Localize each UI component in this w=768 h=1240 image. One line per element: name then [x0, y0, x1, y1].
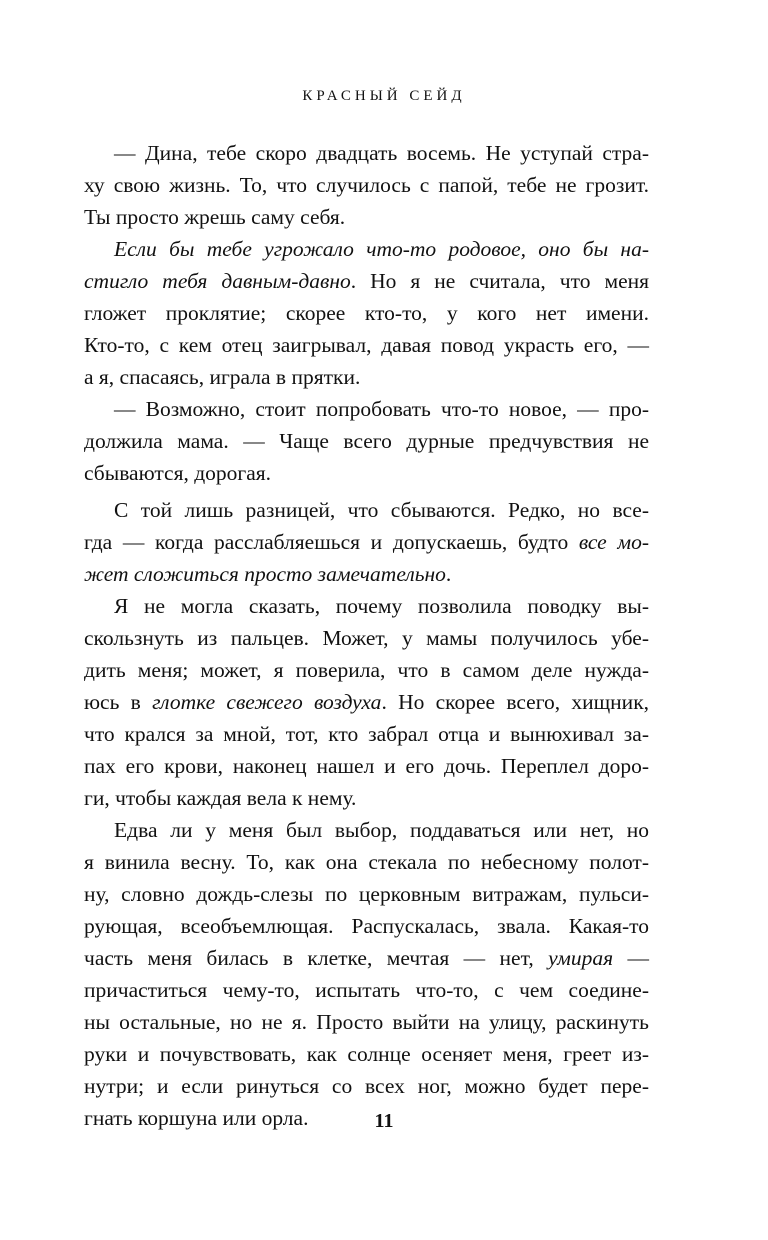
paragraph	[84, 590, 649, 814]
text-line: Ты просто жрешь саму себя.	[84, 205, 346, 229]
text-line: гложет проклятие; скорее кто-то, у кого нет имени.	[84, 301, 649, 325]
text-line: причаститься чему-то, испытать что-то, с чем соедине-	[84, 978, 649, 1002]
text-segment: .	[445, 562, 452, 586]
text-line: пах его крови, наконец нашел и его дочь. Переплел доро-	[84, 754, 649, 778]
italic-segment: глотке свежего воздуха	[152, 690, 382, 714]
text-line	[84, 265, 649, 297]
paragraph	[84, 137, 649, 233]
text-segment: . Но я не считала, что меня	[350, 269, 650, 293]
italic-segment: все мо-	[578, 530, 650, 554]
text-line: Я не могла сказать, почему позволила поводку вы-	[114, 594, 649, 618]
paragraph	[84, 393, 649, 489]
text-line	[84, 558, 649, 590]
italic-segment: жет сложиться просто замечательно	[84, 562, 446, 586]
text-line: Едва ли у меня был выбор, поддаваться или нет, но	[114, 818, 649, 842]
italic-segment: Если бы тебе угрожало что-то родовое, оно бы на-	[114, 237, 649, 261]
text-line: ги, чтобы каждая вела к нему.	[84, 786, 357, 810]
text-line: рующая, всеобъемлющая. Распускалась, звала. Какая-то	[84, 914, 649, 938]
text-line: ху свою жизнь. То, что случилось с папой, тебе не грозит.	[84, 173, 649, 197]
text-segment: гда — когда расслабляешься и допускаешь, будто	[84, 530, 579, 554]
text-line	[84, 942, 649, 974]
text-line: что крался за мной, тот, кто забрал отца и вынюхивал за-	[84, 722, 649, 746]
text-line	[84, 686, 649, 718]
running-title: КРАСНЫЙ СЕЙД	[302, 88, 466, 104]
text-line	[84, 526, 649, 558]
italic-segment: стигло тебя давным-давно	[84, 269, 351, 293]
text-line: руки и почувствовать, как солнце осеняет меня, греет из-	[84, 1042, 649, 1066]
text-segment: часть меня билась в клетке, мечтая — нет,	[84, 946, 549, 970]
text-line: а я, спасаясь, играла в прятки.	[84, 365, 361, 389]
body-text	[84, 137, 649, 1134]
text-line: сбываются, дорогая.	[84, 461, 272, 485]
text-line: ны остальные, но не я. Просто выйти на улицу, раскинуть	[84, 1010, 649, 1034]
text-line: Кто-то, с кем отец заигрывал, давая повод украсть его, —	[84, 333, 649, 357]
text-line: С той лишь разницей, что сбываются. Редко, но все-	[114, 498, 649, 522]
text-line: скользнуть из пальцев. Может, у мамы получилось убе-	[84, 626, 649, 650]
paragraph	[84, 814, 649, 1134]
text-line: — Дина, тебе скоро двадцать восемь. Не уступай стра-	[114, 141, 649, 165]
italic-segment: умирая	[548, 946, 614, 970]
page-number: 11	[374, 1110, 394, 1132]
paragraph	[84, 233, 649, 393]
text-line: нутри; и если ринуться со всех ног, можно будет пере-	[84, 1074, 649, 1098]
text-line: гнать коршуна или орла.	[84, 1106, 309, 1130]
text-segment: юсь в	[84, 690, 153, 714]
text-line: ну, словно дождь-слезы по церковным витражам, пульси-	[84, 882, 649, 906]
text-line: дить меня; может, я поверила, что в самом деле нужда-	[84, 658, 649, 682]
text-segment: . Но скорее всего, хищник,	[381, 690, 650, 714]
text-line: я винила весну. То, как она стекала по небесному полот-	[84, 850, 649, 874]
paragraph	[84, 494, 649, 590]
text-segment: —	[613, 946, 649, 970]
text-line: — Возможно, стоит попробовать что-то новое, — про-	[114, 397, 649, 421]
text-line	[84, 233, 649, 265]
text-line: должила мама. — Чаще всего дурные предчувствия не	[84, 429, 649, 453]
